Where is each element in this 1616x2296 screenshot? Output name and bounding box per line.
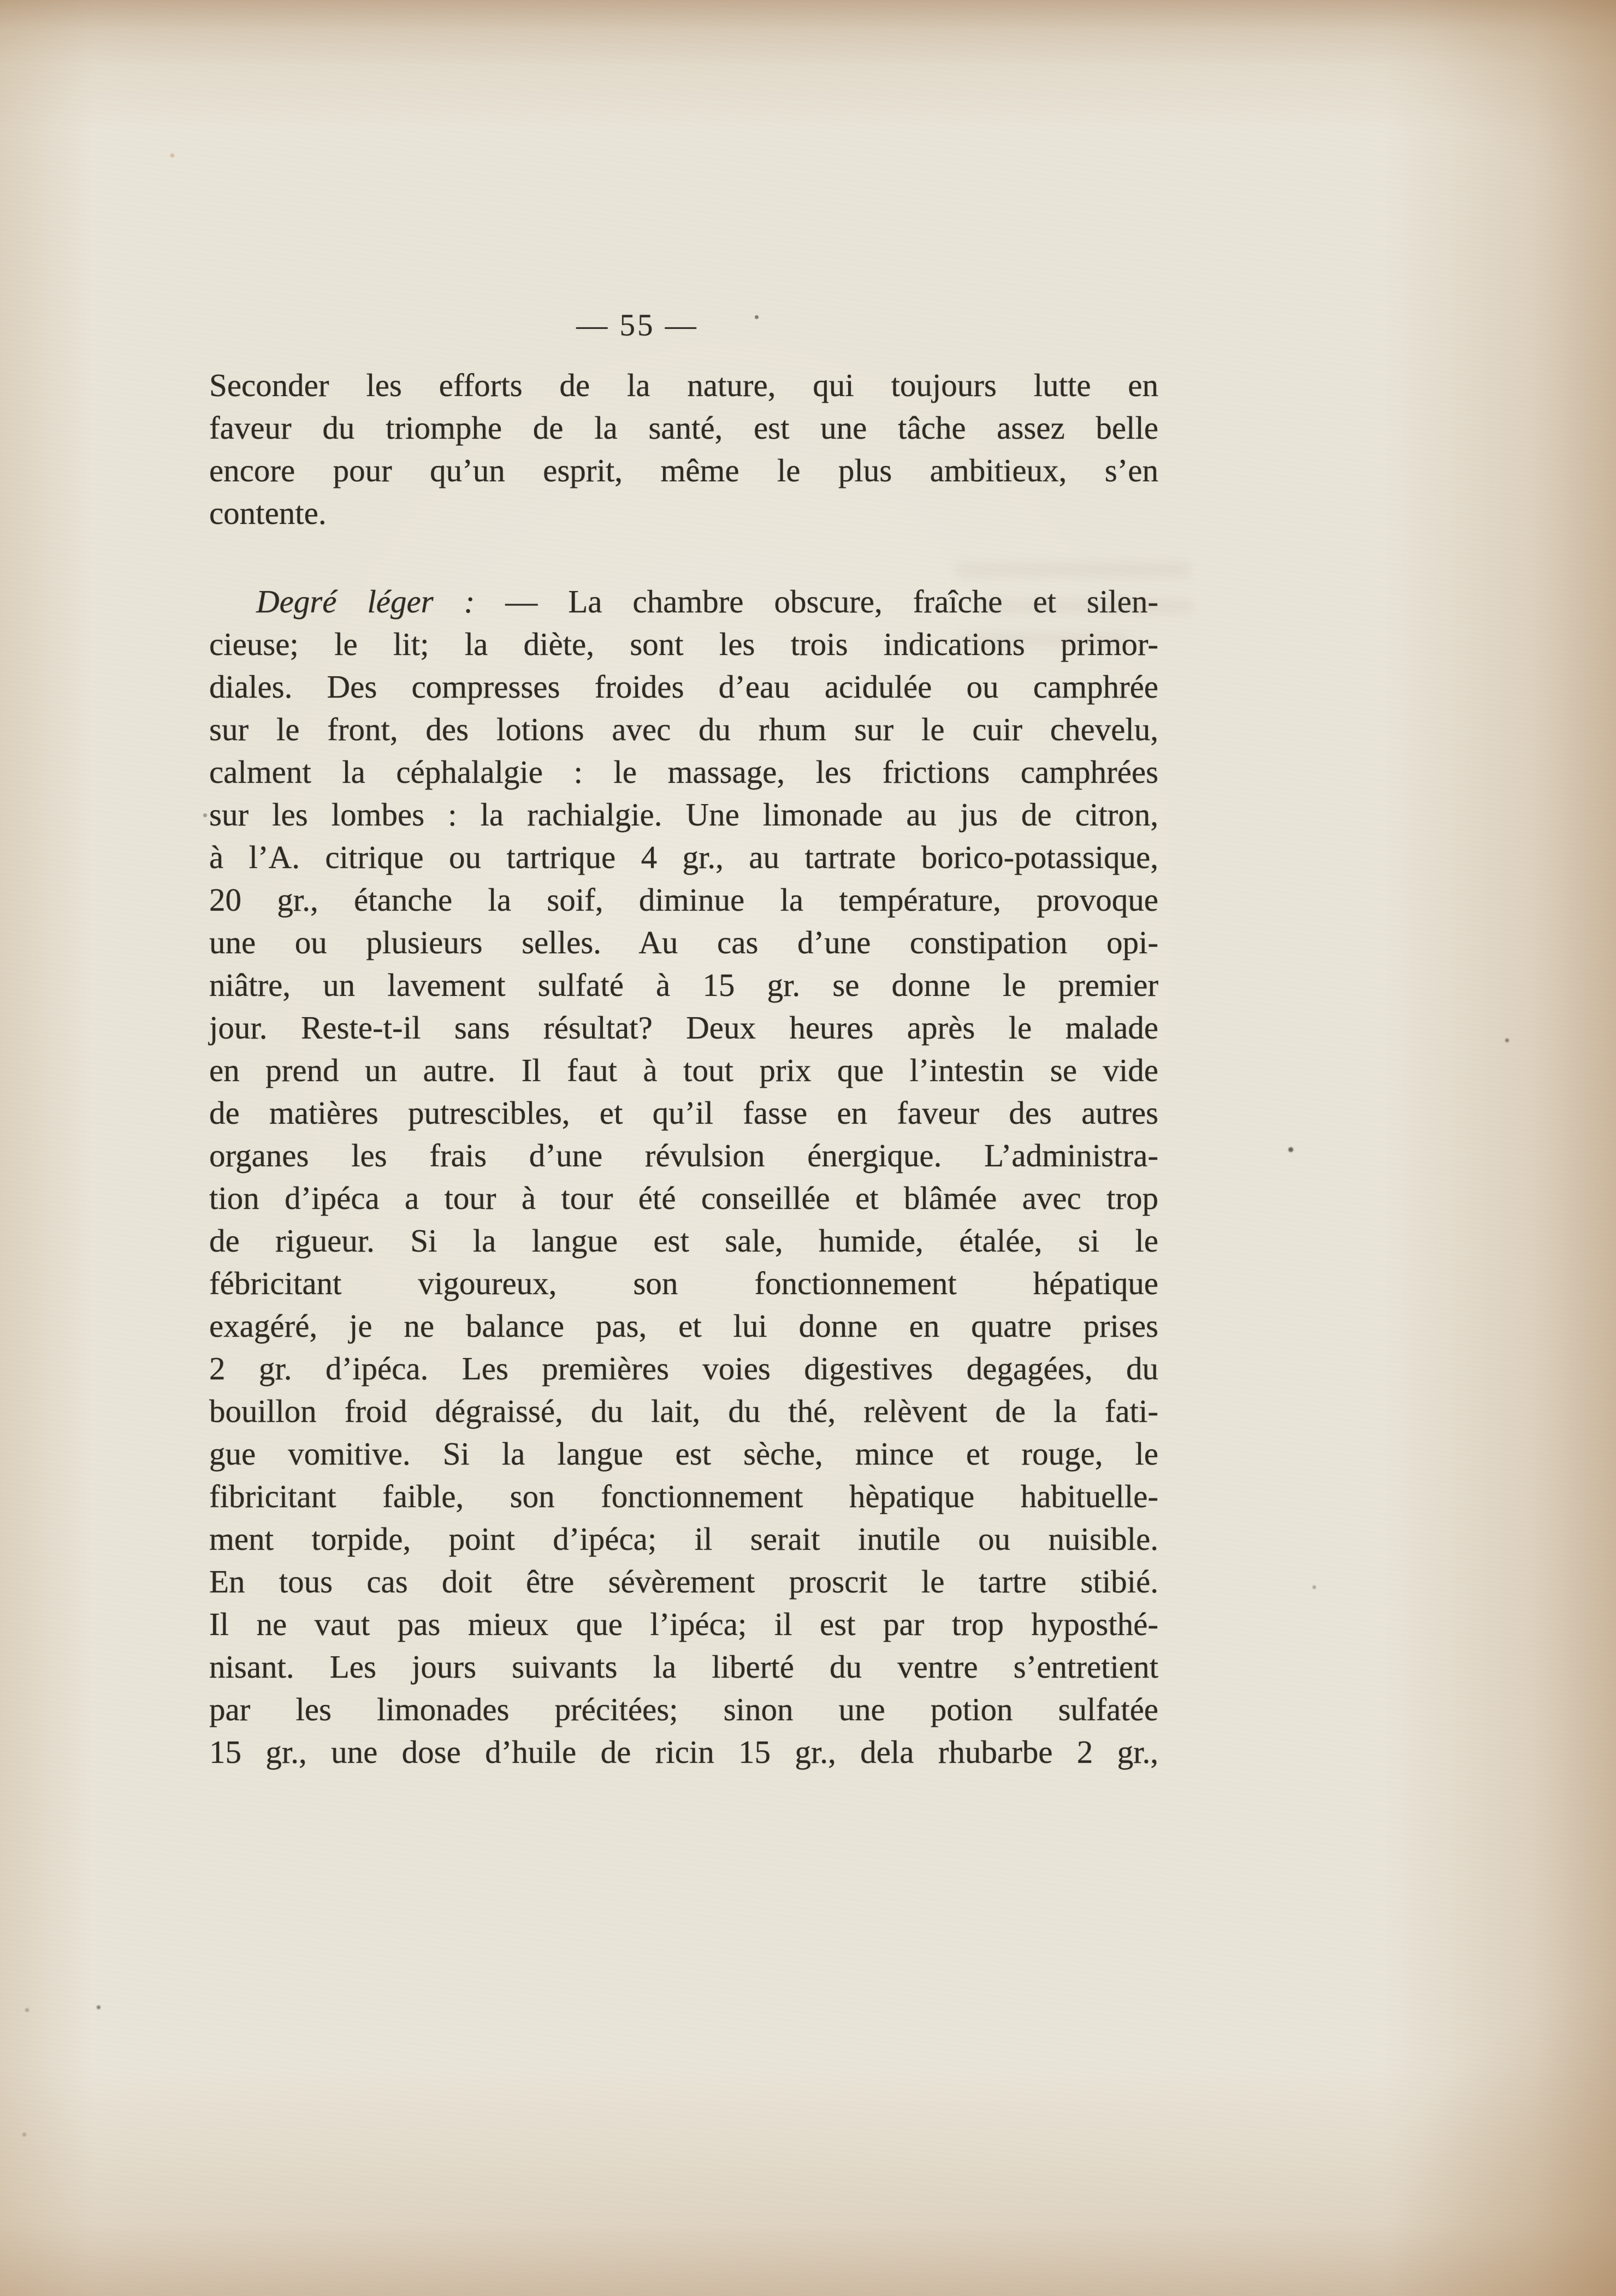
text-line: jour. Reste-t-il sans résultat? Deux heures après le malade (209, 1010, 1158, 1046)
ink-bleed-ghost (958, 634, 1128, 646)
text-line: 20 gr., étanche la soif, diminue la température, provoque (209, 882, 1158, 918)
text-line: niâtre, un lavement sulfaté à 15 gr. se donne le premier (209, 967, 1158, 1003)
text-line: de matières putrescibles, et qu’il fasse en faveur des autres (209, 1095, 1158, 1131)
text-line: Seconder les efforts de la nature, qui toujours lutte en (209, 367, 1158, 403)
text-line: calment la céphalalgie : le massage, les frictions camphrées (209, 754, 1158, 790)
paper-specks (0, 0, 3, 3)
text-line: sur le front, des lotions avec du rhum sur le cuir chevelu, (209, 711, 1158, 747)
text-line: ment torpide, point d’ipéca; il serait inutile ou nuisible. (209, 1521, 1158, 1557)
text-line: à l’A. citrique ou tartrique 4 gr., au tartrate borico-potassique, (209, 839, 1158, 875)
text-line: en prend un autre. Il faut à tout prix que l’intestin se vide (209, 1052, 1158, 1088)
text-line: fébricitant vigoureux, son fonctionnement hépatique (209, 1265, 1158, 1301)
text-line: En tous cas doit être sévèrement proscrit le tartre stibié. (209, 1563, 1158, 1599)
text-line: diales. Des compresses froides d’eau acidulée ou camphrée (209, 669, 1158, 705)
text-line: faveur du triomphe de la santé, est une tâche assez belle (209, 410, 1158, 446)
text-line: 2 gr. d’ipéca. Les premières voies digestives degagées, du (209, 1350, 1158, 1386)
text-line: organes les frais d’une révulsion énergique. L’administra- (209, 1137, 1158, 1173)
paragraph (209, 364, 1158, 534)
text-line: encore pour qu’un esprit, même le plus ambitieux, s’en (209, 452, 1158, 488)
text-line: cieuse; le lit; la diète, sont les trois indications primor- (209, 626, 1158, 662)
text-line: tion d’ipéca a tour à tour été conseillée et blâmée avec trop (209, 1180, 1158, 1216)
text-line: gue vomitive. Si la langue est sèche, mince et rouge, le (209, 1436, 1158, 1472)
italic-lead: Degré léger : (256, 583, 475, 619)
text-line: bouillon froid dégraissé, du lait, du thé, relèvent de la fati- (209, 1393, 1158, 1429)
text-line: 15 gr., une dose d’huile de ricin 15 gr., dela rhubarbe 2 gr., (209, 1734, 1158, 1770)
text-line: Il ne vaut pas mieux que l’ipéca; il est par trop hyposthé- (209, 1606, 1158, 1642)
text-line: par les limonades précitées; sinon une potion sulfatée (209, 1691, 1158, 1727)
paragraph (209, 580, 1158, 1773)
ink-bleed-ghost (956, 563, 1191, 577)
text-line: sur les lombes : la rachialgie. Une limonade au jus de citron, (209, 796, 1158, 833)
text-line: exagéré, je ne balance pas, et lui donne en quatre prises (209, 1308, 1158, 1344)
page-number: — 55 — (576, 308, 699, 343)
text-line: de rigueur. Si la langue est sale, humide, étalée, si le (209, 1223, 1158, 1259)
text-line: une ou plusieurs selles. Au cas d’une constipation opi- (209, 924, 1158, 960)
text-line: fibricitant faible, son fonctionnement hèpatique habituelle- (209, 1478, 1158, 1514)
text-line: Degré léger : — La chambre obscure, fraîche et silen- (256, 583, 1158, 619)
text-line: contente. (209, 495, 327, 531)
text-line: nisant. Les jours suivants la liberté du ventre s’entretient (209, 1649, 1158, 1685)
ink-bleed-ghost (980, 600, 1193, 613)
